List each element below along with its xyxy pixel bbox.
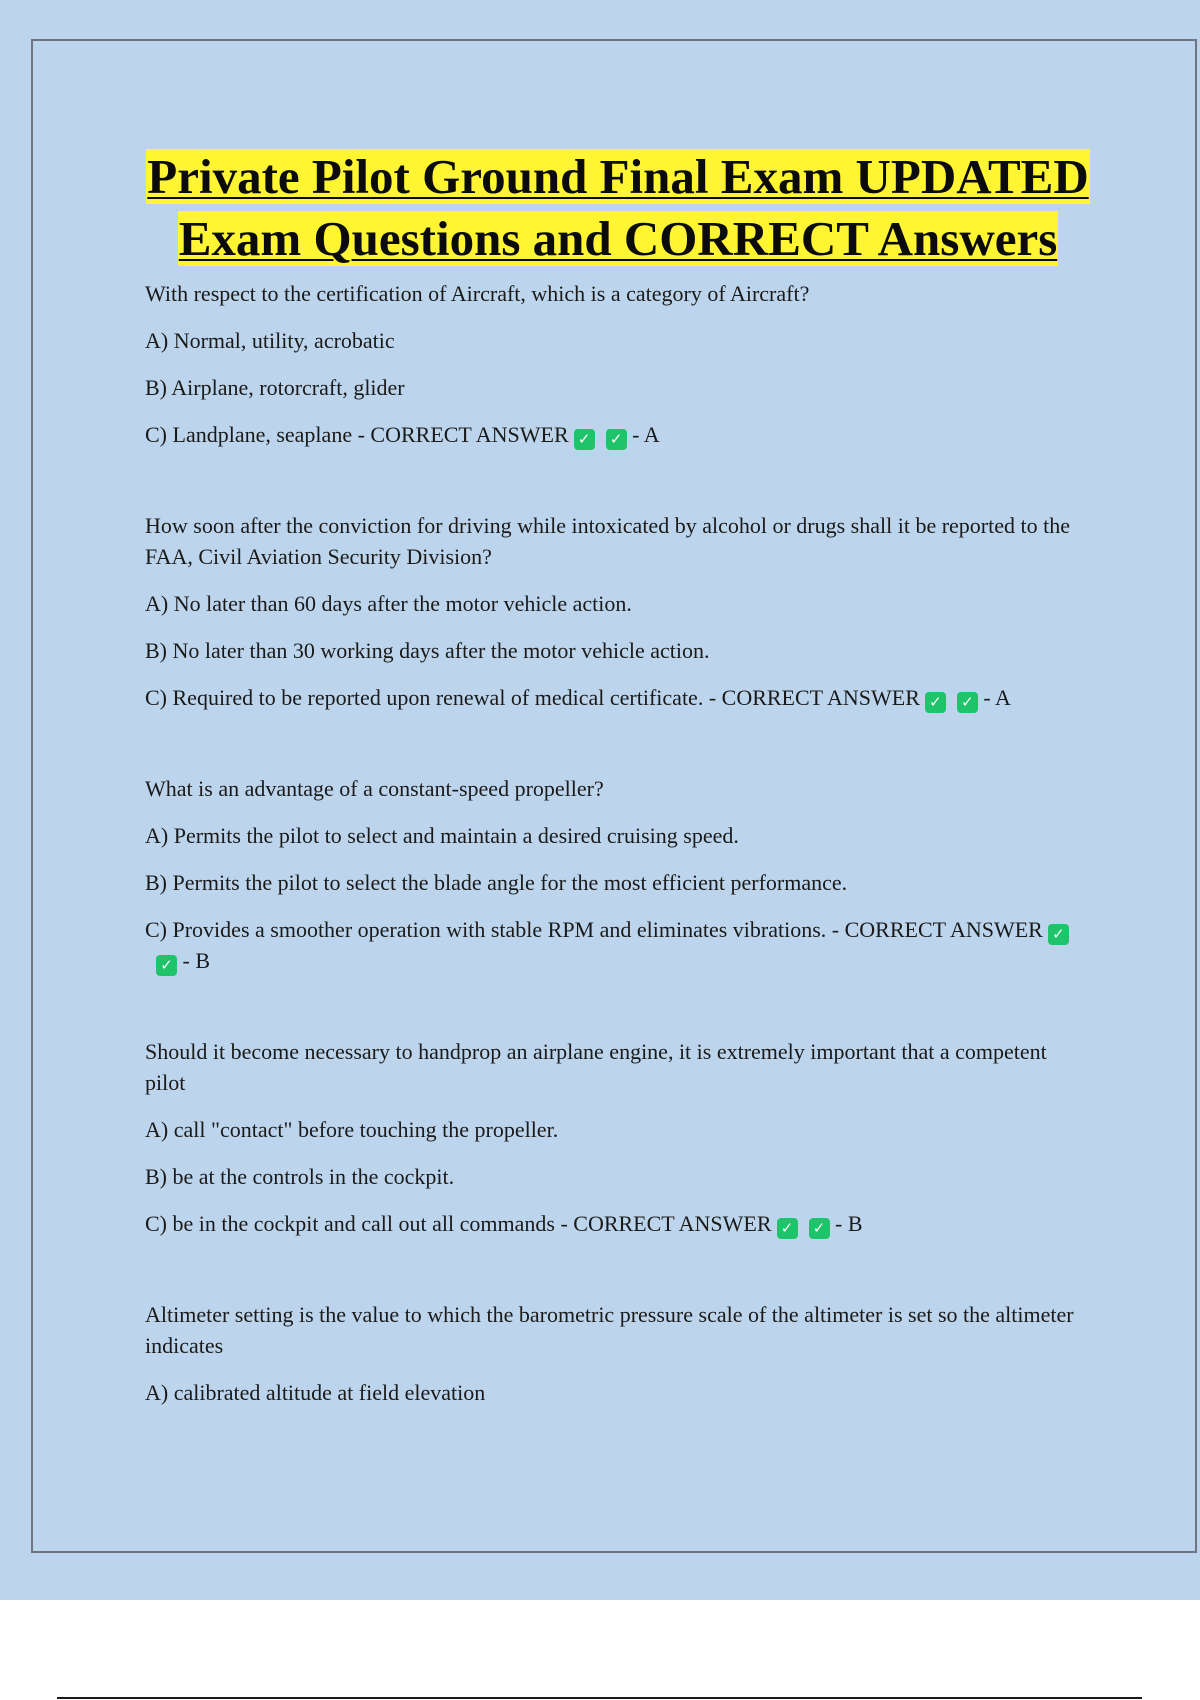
answer-letter: - B <box>835 1211 863 1236</box>
option-a: A) Normal, utility, acrobatic <box>145 328 395 353</box>
check-mark-icon: ✓ <box>777 1218 798 1239</box>
question-text: Altimeter setting is the value to which the barometric pressure scale of the altimeter is set so the altimeter indicates <box>145 1302 1074 1358</box>
answer-letter: - B <box>182 948 210 973</box>
check-mark-icon: ✓ <box>925 692 946 713</box>
option-a: A) No later than 60 days after the motor vehicle action. <box>145 591 632 616</box>
check-mark-icon: ✓ <box>957 692 978 713</box>
option-b: B) Permits the pilot to select the blade angle for the most efficient performance. <box>145 870 848 895</box>
question-block <box>145 1299 1075 1408</box>
option-c <box>145 682 1075 713</box>
question-block <box>145 773 1075 976</box>
answer-letter: - A <box>632 422 660 447</box>
title-line-2: Exam Questions and CORRECT Answers <box>178 211 1058 266</box>
option-c <box>145 419 1075 450</box>
question-block <box>145 1036 1075 1239</box>
option-b: B) be at the controls in the cockpit. <box>145 1164 455 1189</box>
option-a: A) calibrated altitude at field elevation <box>145 1380 486 1405</box>
check-mark-icon: ✓ <box>156 955 177 976</box>
document-title <box>60 146 1176 270</box>
question-list <box>145 278 1075 1468</box>
option-c-text: C) be in the cockpit and call out all commands - CORRECT ANSWER <box>145 1211 772 1236</box>
option-a: A) call "contact" before touching the propeller. <box>145 1117 559 1142</box>
question-text: Should it become necessary to handprop an airplane engine, it is extremely important that a competent pilot <box>145 1039 1047 1095</box>
answer-letter: - A <box>983 685 1011 710</box>
question-block <box>145 278 1075 450</box>
check-mark-icon: ✓ <box>574 429 595 450</box>
footer-divider <box>57 1697 1142 1699</box>
question-text: How soon after the conviction for driving while intoxicated by alcohol or drugs shall it be reported to the FAA, Civil Aviation Security Division? <box>145 513 1070 569</box>
check-mark-icon: ✓ <box>606 429 627 450</box>
option-c-text: C) Landplane, seaplane - CORRECT ANSWER <box>145 422 569 447</box>
check-mark-icon: ✓ <box>809 1218 830 1239</box>
question-text: What is an advantage of a constant-speed propeller? <box>145 776 604 801</box>
option-c-text: C) Required to be reported upon renewal of medical certificate. - CORRECT ANSWER <box>145 685 920 710</box>
option-c-text: C) Provides a smoother operation with stable RPM and eliminates vibrations. - CORRECT ANSWER <box>145 917 1043 942</box>
option-b: B) No later than 30 working days after the motor vehicle action. <box>145 638 710 663</box>
question-text: With respect to the certification of Aircraft, which is a category of Aircraft? <box>145 281 810 306</box>
title-line-1: Private Pilot Ground Final Exam UPDATED <box>147 149 1089 204</box>
option-a: A) Permits the pilot to select and maintain a desired cruising speed. <box>145 823 739 848</box>
check-mark-icon: ✓ <box>1048 924 1069 945</box>
option-c <box>145 1208 1075 1239</box>
question-block <box>145 510 1075 713</box>
option-b: B) Airplane, rotorcraft, glider <box>145 375 405 400</box>
option-c <box>145 914 1075 976</box>
